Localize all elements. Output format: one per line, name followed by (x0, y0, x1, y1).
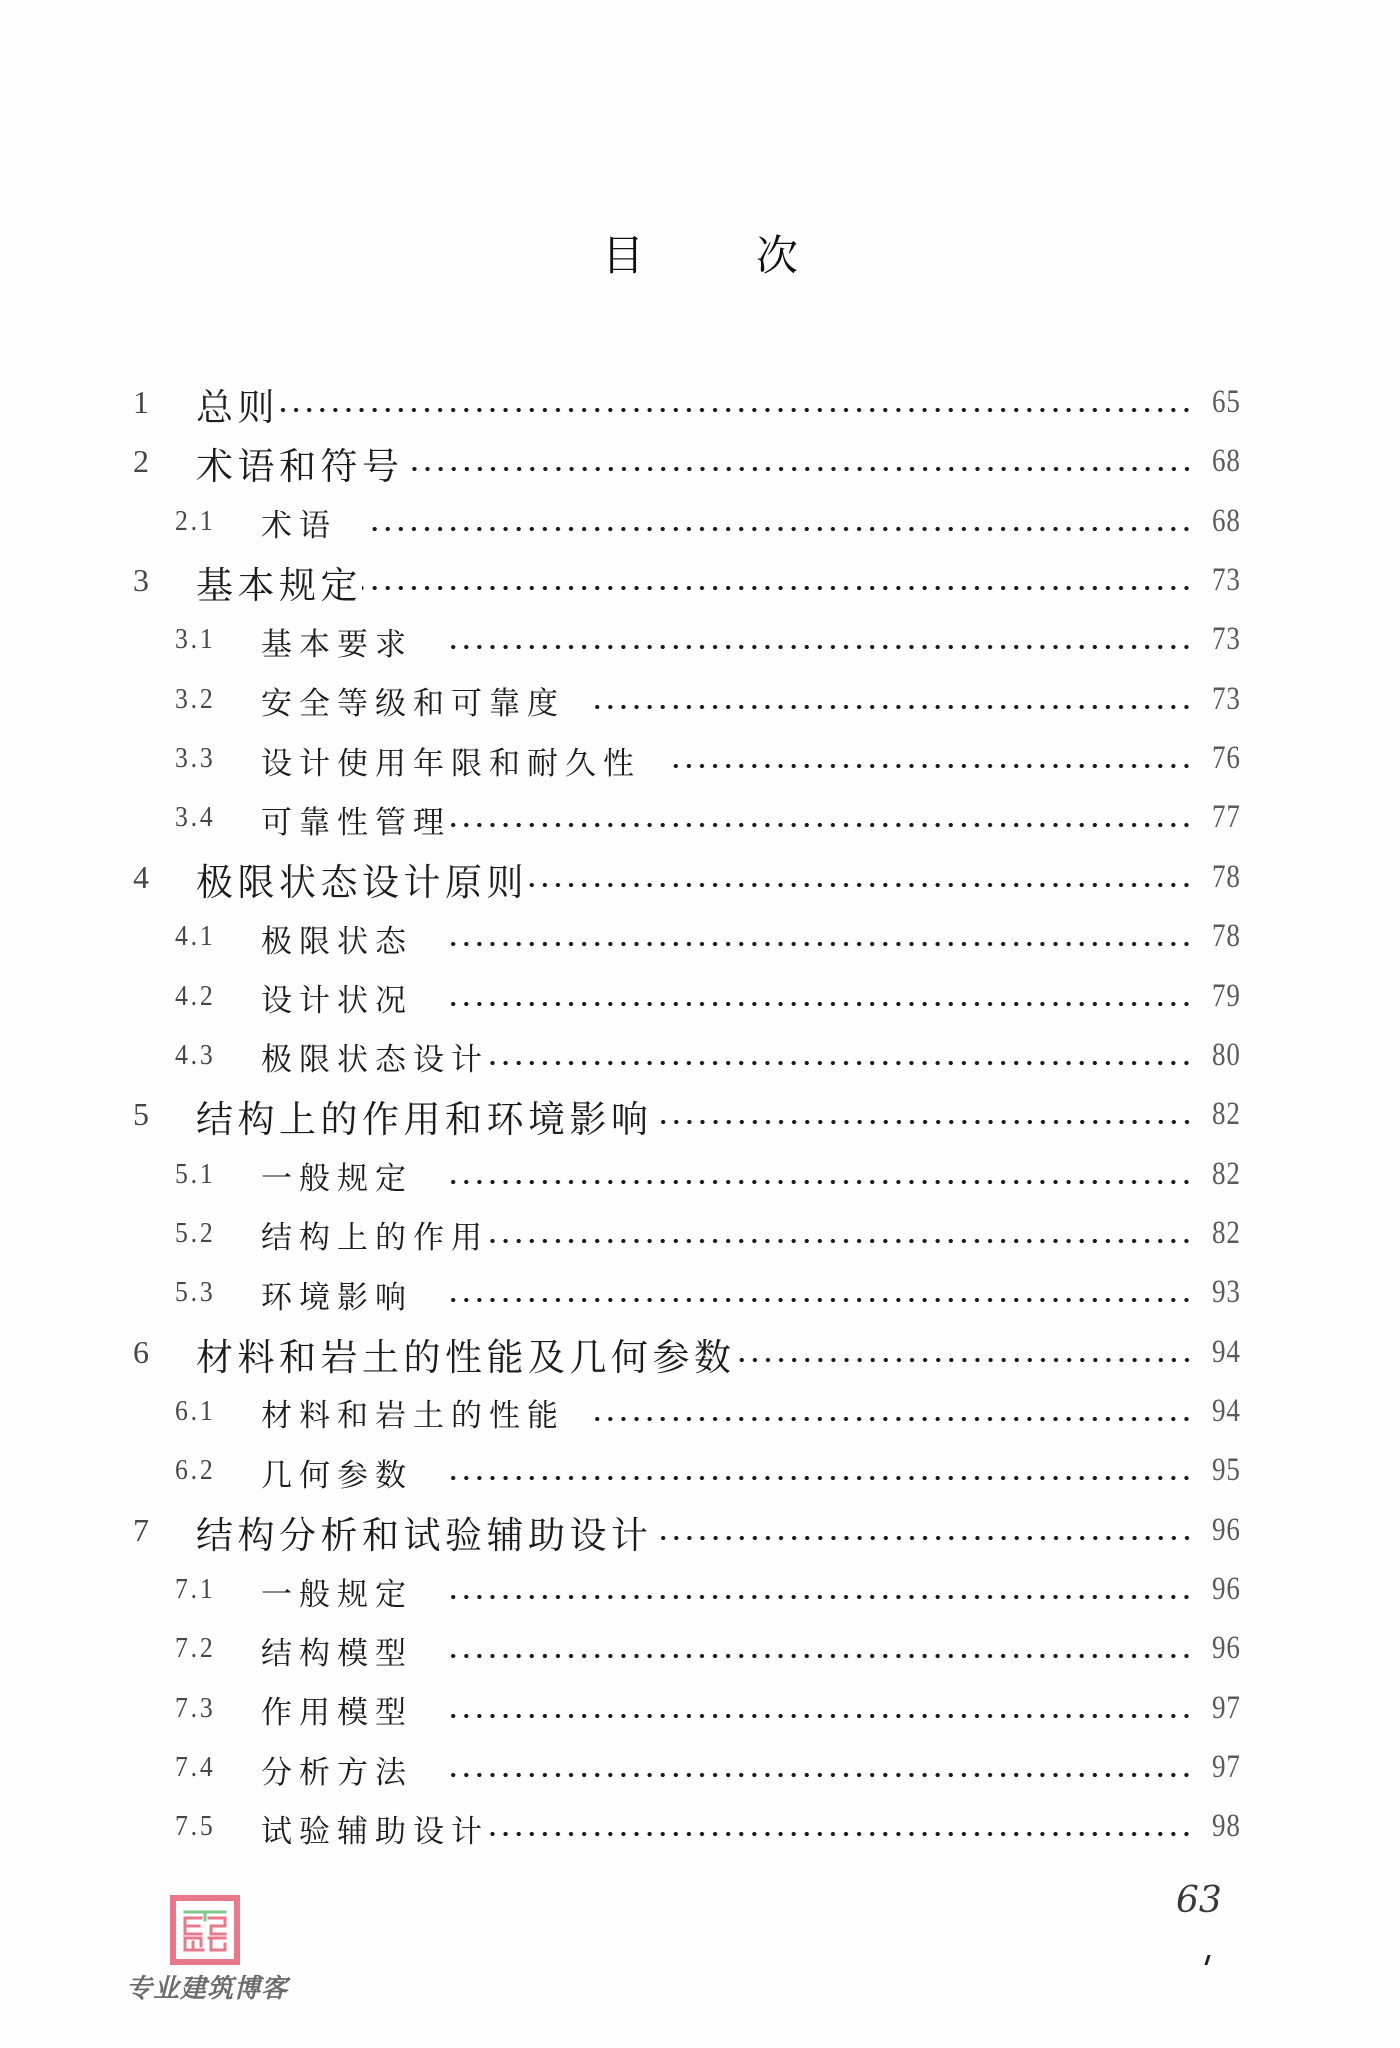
toc-entry-number: 7.4 (175, 1752, 216, 1784)
toc-entry-title: 极限状态 (261, 923, 413, 960)
toc-entry-title: 结构上的作用和环境影响 (196, 1098, 653, 1142)
dot-leader (653, 1119, 1194, 1125)
toc-entry-number: 5.3 (175, 1277, 216, 1309)
toc-entry-title: 材料和岩土的性能及几何参数 (196, 1335, 736, 1379)
page-number: 63 (1176, 1880, 1222, 1921)
dot-leader (489, 1238, 1193, 1244)
toc-entry-number: 1 (133, 384, 149, 420)
watermark-text: 专业建筑博客 (126, 1974, 289, 2004)
toc-entry-title-with-leader (196, 376, 1193, 432)
toc-entry-page-number: 95 (1212, 1452, 1241, 1489)
toc-entry-title-with-leader (196, 1326, 1193, 1382)
toc-entry-page-number: 82 (1212, 1096, 1241, 1133)
toc-entry-title: 设计使用年限和耐久性 (261, 745, 641, 782)
toc-entry-section[interactable] (0, 1682, 1400, 1738)
toc-entry-page-number: 68 (1212, 502, 1241, 539)
toc-entry-section[interactable] (0, 1029, 1400, 1085)
dot-leader (443, 1772, 1193, 1778)
dot-leader (528, 882, 1193, 888)
dot-leader (443, 1179, 1193, 1185)
dot-leader (362, 585, 1193, 591)
toc-entry-section[interactable] (0, 1563, 1400, 1619)
dot-leader (443, 1475, 1193, 1481)
toc-entry-page-number: 97 (1212, 1689, 1241, 1726)
toc-entry-page-number: 82 (1212, 1155, 1241, 1192)
dot-leader (671, 763, 1193, 769)
toc-entry-title: 作用模型 (261, 1695, 413, 1732)
toc-entry-page-number: 73 (1212, 621, 1241, 658)
toc-entry-title-with-leader (261, 1148, 1193, 1204)
toc-entry-title: 术语和符号 (196, 445, 404, 489)
toc-entry-page-number: 78 (1212, 858, 1241, 895)
toc-entry-section[interactable] (0, 1741, 1400, 1797)
toc-entry-page-number: 79 (1212, 977, 1241, 1014)
toc-entry-title-with-leader (196, 1088, 1193, 1144)
toc-entry-section[interactable] (0, 1207, 1400, 1263)
toc-entry-number: 7.5 (175, 1811, 216, 1843)
toc-entry-chapter[interactable] (0, 1504, 1400, 1560)
toc-entry-section[interactable] (0, 1800, 1400, 1856)
toc-entry-number: 6.1 (175, 1395, 216, 1427)
dot-leader (451, 822, 1193, 828)
dot-leader (489, 1060, 1193, 1066)
toc-entry-title-with-leader (261, 1800, 1193, 1856)
toc-entry-number: 4.1 (175, 921, 216, 953)
toc-entry-title: 术语 (261, 508, 337, 545)
toc-entry-title-with-leader (261, 1563, 1193, 1619)
toc-entry-title: 结构模型 (261, 1635, 413, 1672)
toc-entry-section[interactable] (0, 791, 1400, 847)
toc-title (0, 226, 1400, 286)
toc-entry-title: 基本要求 (261, 626, 413, 663)
toc-entry-title: 分析方法 (261, 1754, 413, 1791)
toc-entry-section[interactable] (0, 1444, 1400, 1500)
toc-entry-number: 6.2 (175, 1455, 216, 1487)
toc-entry-title-with-leader (261, 1444, 1193, 1500)
dot-leader (595, 704, 1193, 710)
toc-entry-page-number: 94 (1212, 1392, 1241, 1429)
toc-entry-title: 结构分析和试验辅助设计 (196, 1513, 653, 1557)
toc-entry-section[interactable] (0, 1385, 1400, 1441)
toc-entry-number: 5.2 (175, 1217, 216, 1249)
toc-entry-title: 材料和岩土的性能 (261, 1398, 565, 1435)
toc-entry-section[interactable] (0, 1266, 1400, 1322)
seal-stamp-icon (170, 1895, 240, 1965)
toc-entry-number: 4 (133, 858, 149, 895)
dot-leader (404, 466, 1194, 472)
toc-entry-number: 6 (133, 1333, 149, 1370)
toc-entry-title: 一般规定 (261, 1161, 413, 1198)
dot-leader (736, 1357, 1194, 1363)
dot-leader (443, 1653, 1193, 1659)
toc-entry-title: 几何参数 (261, 1457, 413, 1494)
toc-entry-title-with-leader (261, 732, 1193, 788)
toc-entry-chapter[interactable] (0, 851, 1400, 907)
toc-entry-title-with-leader (261, 1385, 1193, 1441)
toc-entry-title-with-leader (261, 791, 1193, 847)
toc-entry-title-with-leader (261, 613, 1193, 669)
toc-entry-number: 3.2 (175, 683, 216, 715)
toc-entry-title: 极限状态设计原则 (196, 860, 528, 904)
toc-entry-title: 极限状态设计 (261, 1042, 489, 1079)
toc-entry-page-number: 96 (1212, 1630, 1241, 1667)
dot-leader (489, 1831, 1193, 1837)
toc-entry-title-with-leader (261, 910, 1193, 966)
toc-title-char-1: 目 (601, 231, 644, 280)
toc-entry-chapter[interactable] (0, 1326, 1400, 1382)
toc-entry-page-number: 68 (1212, 443, 1241, 480)
dot-leader (443, 644, 1193, 650)
toc-title-char-2: 次 (756, 231, 799, 280)
toc-entry-number: 2 (133, 443, 149, 480)
toc-entry-title-with-leader (261, 1682, 1193, 1738)
toc-entry-number: 4.2 (175, 980, 216, 1012)
toc-entry-page-number: 98 (1212, 1808, 1241, 1845)
toc-entry-title-with-leader (196, 435, 1193, 491)
toc-entry-title-with-leader (196, 1504, 1193, 1560)
toc-entry-page-number: 73 (1212, 562, 1241, 599)
toc-entry-title: 基本规定 (196, 564, 362, 608)
toc-entry-section[interactable] (0, 910, 1400, 966)
dot-leader (367, 526, 1193, 532)
scan-artifact-mark (1204, 1955, 1210, 1965)
toc-entry-page-number: 80 (1212, 1036, 1241, 1073)
toc-entry-section[interactable] (0, 1148, 1400, 1204)
toc-entry-title-with-leader (196, 554, 1193, 610)
dot-leader (443, 1297, 1193, 1303)
toc-entry-page-number: 73 (1212, 680, 1241, 717)
toc-entry-chapter[interactable] (0, 376, 1400, 432)
toc-entry-title-with-leader (261, 495, 1193, 551)
toc-entry-title-with-leader (261, 1622, 1193, 1678)
toc-entry-section[interactable] (0, 613, 1400, 669)
toc-entry-page-number: 96 (1212, 1571, 1241, 1607)
toc-entry-title-with-leader (261, 1207, 1193, 1263)
toc-entry-title: 一般规定 (261, 1576, 413, 1613)
toc-entry-section[interactable] (0, 673, 1400, 729)
toc-entry-number: 4.3 (175, 1039, 216, 1071)
dot-leader (279, 407, 1193, 413)
toc-entry-number: 7.1 (175, 1574, 216, 1605)
toc-entry-section[interactable] (0, 495, 1400, 551)
toc-entry-title: 结构上的作用 (261, 1220, 489, 1257)
toc-entry-number: 3.1 (175, 624, 216, 656)
toc-entry-chapter[interactable] (0, 435, 1400, 491)
toc-entry-page-number: 82 (1212, 1214, 1241, 1251)
toc-entry-page-number: 96 (1212, 1511, 1241, 1548)
toc-entry-page-number: 65 (1212, 384, 1241, 420)
toc-entry-page-number: 76 (1212, 740, 1241, 777)
toc-entry-title-with-leader (261, 1266, 1193, 1322)
dot-leader (443, 1713, 1193, 1719)
toc-entry-number: 3.3 (175, 743, 216, 775)
toc-entry-page-number: 77 (1212, 799, 1241, 836)
dot-leader (653, 1535, 1194, 1541)
toc-entry-chapter[interactable] (0, 1088, 1400, 1144)
seal-glyph-icon (179, 1904, 231, 1956)
dot-leader (443, 1594, 1193, 1600)
toc-entry-section[interactable] (0, 1622, 1400, 1678)
toc-entry-section[interactable] (0, 970, 1400, 1026)
toc-entry-page-number: 94 (1212, 1333, 1241, 1370)
toc-entry-title-with-leader (261, 673, 1193, 729)
toc-entry-number: 3 (133, 562, 149, 599)
toc-entry-chapter[interactable] (0, 554, 1400, 610)
toc-entry-number: 5.1 (175, 1158, 216, 1190)
toc-entry-number: 7.2 (175, 1633, 216, 1665)
toc-entry-title-with-leader (261, 1029, 1193, 1085)
toc-entry-title: 设计状况 (261, 983, 413, 1019)
toc-entry-number: 7 (133, 1511, 149, 1548)
toc-entry-number: 2.1 (175, 505, 216, 537)
toc-entry-title-with-leader (261, 970, 1193, 1026)
toc-entry-number: 5 (133, 1096, 149, 1133)
toc-entry-title-with-leader (261, 1741, 1193, 1797)
dot-leader (443, 1001, 1193, 1007)
dot-leader (443, 941, 1193, 947)
toc-entry-title: 试验辅助设计 (261, 1813, 489, 1850)
toc-entry-page-number: 78 (1212, 918, 1241, 955)
toc-entry-page-number: 97 (1212, 1749, 1241, 1786)
dot-leader (595, 1416, 1193, 1422)
toc-entry-title: 安全等级和可靠度 (261, 686, 565, 723)
toc-entry-number: 7.3 (175, 1692, 216, 1724)
toc-entry-title: 环境影响 (261, 1279, 413, 1316)
toc-entry-title: 总则 (196, 386, 279, 429)
toc-entry-number: 3.4 (175, 802, 216, 834)
toc-entry-title-with-leader (196, 851, 1193, 907)
toc-entry-title: 可靠性管理 (261, 804, 451, 841)
toc-entry-page-number: 93 (1212, 1274, 1241, 1311)
toc-entry-section[interactable] (0, 732, 1400, 788)
